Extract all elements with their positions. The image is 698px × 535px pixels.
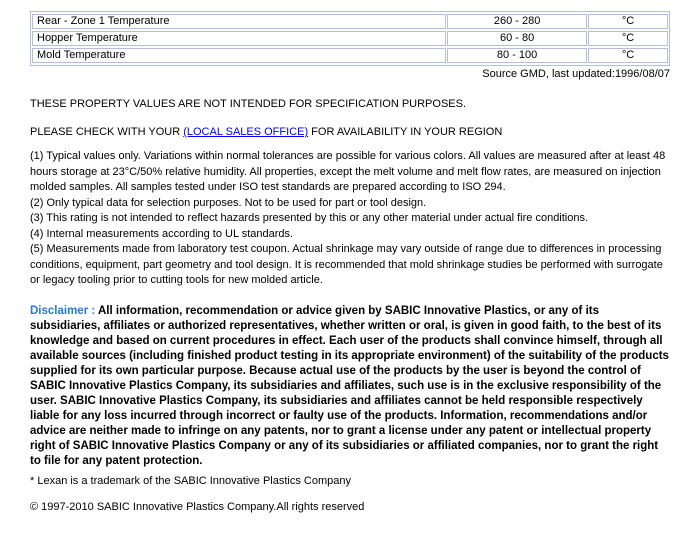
property-value-cell: 80 - 100	[447, 48, 587, 63]
footnote-5: (5) Measurements made from laboratory test coupon. Actual shrinkage may vary outside of range due to differences in processing conditions, equipment, part geometry and tool design. It is recommended that mold shrinkage studies be performed with surrogate or legacy tooling prior to cutting tools for new molded article.	[30, 243, 663, 286]
table-row	[32, 31, 668, 46]
property-unit-cell: °C	[588, 31, 668, 46]
availability-statement	[30, 126, 672, 139]
spec-purpose-statement: THESE PROPERTY VALUES ARE NOT INTENDED FOR SPECIFICATION PURPOSES.	[30, 98, 467, 110]
property-name-cell: Mold Temperature	[32, 48, 446, 63]
property-unit-cell: °C	[588, 48, 668, 63]
footnotes	[30, 149, 674, 289]
footnote-4: (4) Internal measurements according to UL standards.	[30, 227, 294, 240]
source-note: Source GMD, last updated:1996/08/07	[482, 68, 670, 80]
footnote-1: (1) Typical values only. Variations within normal tolerances are possible for various colors. All values are measured after at least 48 hours storage at 23°C/50% relative humidity. All properties, except the melt volume and melt flow rates, are measured on injection molded samples. All samples tested under ISO test standards are prepared according to ISO 294.	[30, 150, 666, 193]
property-value-cell: 260 - 280	[447, 14, 587, 29]
property-value-cell: 60 - 80	[447, 31, 587, 46]
local-sales-office-link[interactable]: (LOCAL SALES OFFICE)	[183, 126, 309, 138]
availability-suffix: FOR AVAILABILITY IN YOUR REGION	[308, 126, 503, 138]
table-row	[32, 14, 668, 29]
property-table	[30, 11, 670, 66]
disclaimer-label: Disclaimer :	[30, 304, 96, 317]
footnote-2: (2) Only typical data for selection purposes. Not to be used for part or tool design.	[30, 196, 427, 209]
trademark-note: * Lexan is a trademark of the SABIC Innovative Plastics Company	[30, 474, 351, 487]
disclaimer-paragraph	[30, 304, 672, 469]
copyright-note: © 1997-2010 SABIC Innovative Plastics Company.All rights reserved	[30, 500, 365, 513]
property-name-cell: Hopper Temperature	[32, 31, 446, 46]
table-row	[32, 48, 668, 63]
availability-prefix: PLEASE CHECK WITH YOUR	[30, 126, 184, 138]
disclaimer-body: All information, recommendation or advice given by SABIC Innovative Plastics, or any of its subsidiaries, affiliates or authorized representatives, whether written or oral, is given in good faith, to the best of its knowledge and based on current procedures in effect. Each user of the products shall convince himself, through all available sources (including finished product testing in its appropriate environment) of the suitability of the products supplied for its own particular purpose. Because actual use of the products by the user is beyond the control of SABIC Innovative Plastics Company, its subsidiaries and affiliates, such use is in the exclusive responsibility of the user. SABIC Innovative Plastics Company, its subsidiaries and affiliates cannot be held responsible respectively liable for any loss incurred through incorrect or faulty use of the products. Information, recommendations and/or advice are neither made to infringe on any patents, nor to grant a license under any patent or intellectual property right of SABIC Innovative Plastics Company or any of its subsidiaries or affiliated companies, nor to grant the right to file for any patent protection.	[30, 304, 669, 467]
footnote-3: (3) This rating is not intended to reflect hazards presented by this or any other material under actual fire conditions.	[30, 212, 589, 224]
property-unit-cell: °C	[588, 14, 668, 29]
property-name-cell: Rear - Zone 1 Temperature	[32, 14, 446, 29]
